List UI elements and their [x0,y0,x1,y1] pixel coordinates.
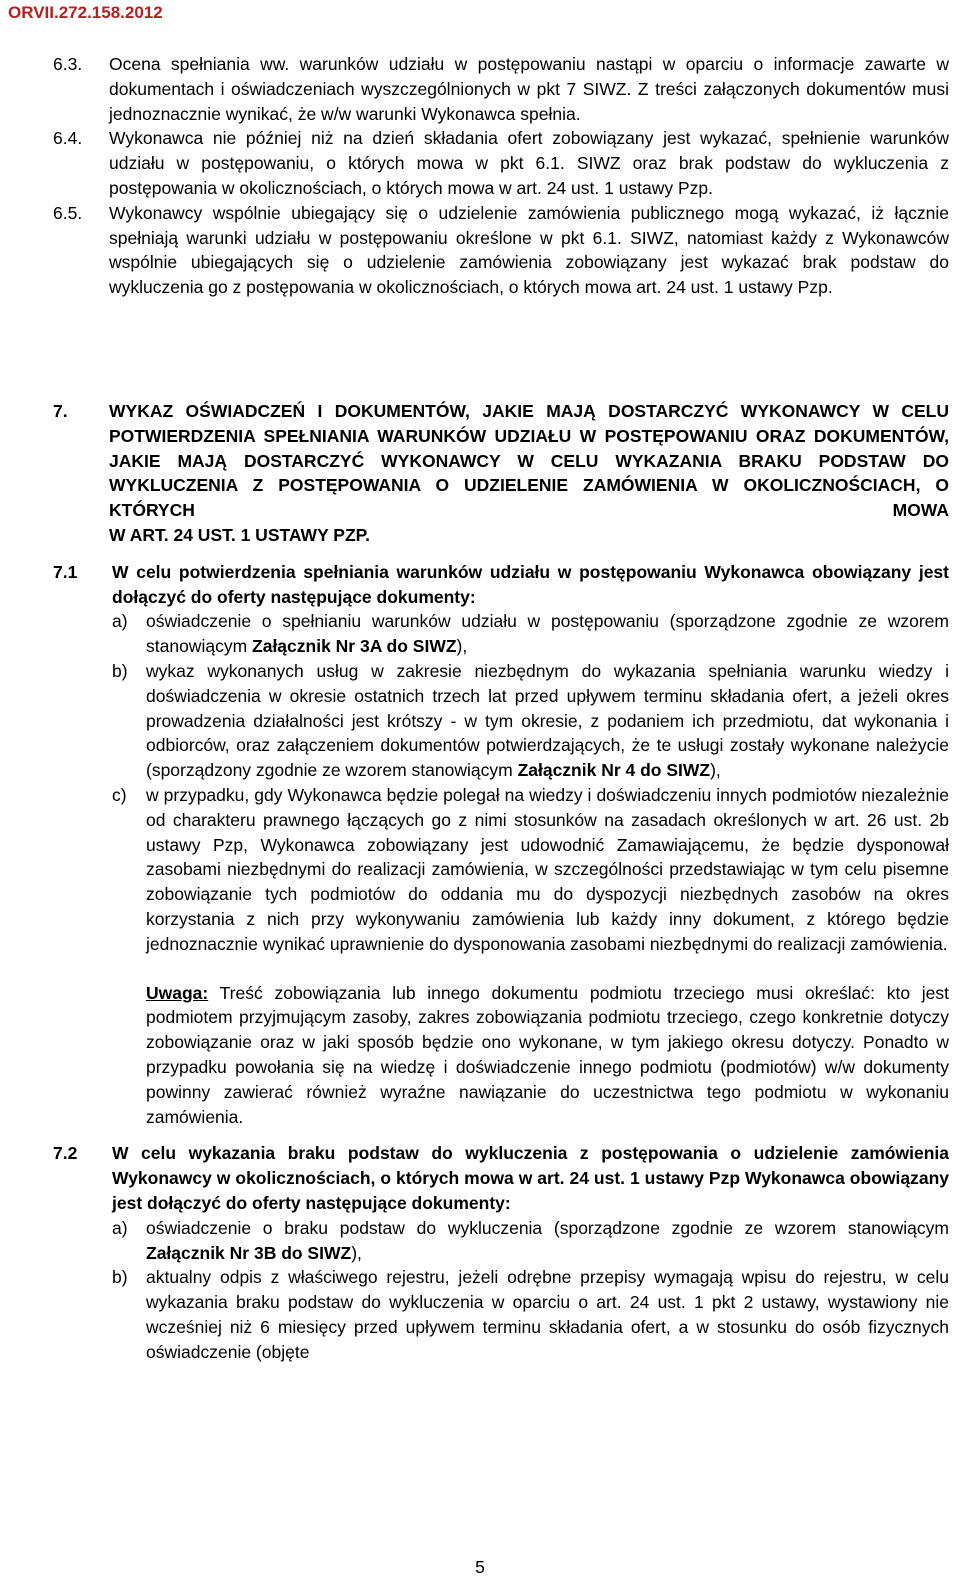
section-heading-text: WYKAZ OŚWIADCZEŃ I DOKUMENTÓW, JAKIE MAJĄ DOSTARCZYĆ WYKONAWCY W CELU POTWIERDZENIA SPEŁNIANIA WARUNKÓW UDZIAŁU W POSTĘPOWANIU ORAZ DOKUMENTÓW, JAKIE MAJĄ DOSTARCZYĆ WYKONAWCY W CELU WYKAZANIA BRAKU PODSTAW DO WYKLUCZENIA Z POSTĘPOWANIA O UDZIELENIE ZAMÓWIENIA W OKOLICZNOŚCIACH, O KTÓRYCH MOWA [109,401,949,521]
list-text: wykaz wykonanych usług w zakresie niezbędnym do wykazania spełniania warunku wiedzy i doświadczenia w okresie ostatnich trzech lat przed upływem terminu składania ofert, a jeżeli okres prowadzenia działalności jest krótszy - w tym okresie, z podaniem ich przedmiotu, dat wykonania i odbiorców, oraz załączeniem dokumentów potwierdzających, że te usługi zostały wykonane należycie (sporządzony zgodnie ze wzorem stanowiącym [146,660,949,781]
list-item-b [112,659,949,783]
page-number: 5 [475,1557,485,1577]
paragraph-text: Wykonawca nie później niż na dzień składania ofert zobowiązany jest wykazać, spełnienie warunków udziału w postępowaniu, o których mowa w pkt 6.1. SIWZ oraz brak podstaw do wykluczenia z postępowania w okolicznościach, o których mowa w art. 24 ust. 1 ustawy Pzp. [109,128,949,198]
paragraph-number: 6.4. [53,128,83,149]
list-text-tail: ), [351,1242,362,1263]
paragraph-6-3 [53,52,949,126]
section-number: 7. [53,401,68,421]
list-letter: a) [112,1217,128,1238]
list-text: w przypadku, gdy Wykonawca będzie polegał na wiedzy i doświadczeniu innych podmiotów niezależnie od charakteru prawnego łączących go z nimi stosunków na zasadach określonych w art. 26 ust. 2b ustawy Pzp, Wykonawca zobowiązany jest udowodnić Zamawiającemu, że będzie dysponował zasobami niezbędnymi do realizacji zamówienia, w szczególności przedstawiając w tym celu pisemne zobowiązanie tych podmiotów do oddania mu do dyspozycji niezbędnych zasobów na okres korzystania z nich przy wykonywaniu zamówienia lub każdy inny dokument, z którego będzie jednoznacznie wynikać uprawnienie do dysponowania zasobami niezbędnymi do realizacji zamówienia. [146,784,949,954]
paragraph-6-4 [53,126,949,200]
subsection-7-2 [53,1141,949,1364]
section-6 [53,52,949,300]
note-text: Treść zobowiązania lub innego dokumentu podmiotu trzeciego musi określać: kto jest podmiotem przyjmującym zasoby, zakres zobowiązania podmiotu trzeciego, czego konkretnie dotyczy zobowiązanie oraz w jaki sposób będzie ono wykonane, w tym jakiego okresu dotyczy. Ponadto w przypadku powołania się na wiedzę i doświadczenie innego podmiotu (podmiotów) w/w dokumenty powinny zawierać również wyraźne nawiązanie do uczestnictwa tego podmiotu w wykonaniu zamówienia. [146,982,949,1127]
subsection-7-1 [53,560,949,1130]
document-code: ORVII.272.158.2012 [8,3,163,22]
paragraph-text: Wykonawcy wspólnie ubiegający się o udzielenie zamówienia publicznego mogą wykazać, iż łącznie spełniają warunki udziału w postępowaniu określone w pkt 6.1. SIWZ, natomiast każdy z Wykonawców wspólnie ubiegających się o udzielenie zamówienia zobowiązany jest wykazać brak podstaw do wykluczenia go z postępowania w okolicznościach, o których mowa art. 24 ust. 1 ustawy Pzp. [109,202,949,298]
list-text-tail: ), [710,760,721,781]
subsection-number: 7.2 [53,1143,78,1164]
list-letter: a) [112,611,128,632]
list-item-c [112,783,949,957]
subsection-title: W celu potwierdzenia spełniania warunków udziału w postępowaniu Wykonawca obowiązany jest dołączyć do oferty następujące dokumenty: [112,561,949,607]
paragraph-text: Ocena spełniania ww. warunków udziału w postępowaniu nastąpi w oparciu o informacje zawarte w dokumentach i oświadczeniach wyszczególnionych w pkt 7 SIWZ. Z treści załączonych dokumentów musi jednoznacznie wynikać, że w/w warunki Wykonawca spełnia. [109,54,949,124]
note-label: Uwaga: [146,982,209,1003]
list-letter: b) [112,1267,128,1288]
section-heading-last-line: W ART. 24 UST. 1 USTAWY PZP. [109,524,370,545]
subsection-number: 7.1 [53,561,78,582]
section-7 [53,399,949,1364]
list-letter: b) [112,660,128,681]
attachment-reference: Załącznik Nr 3A do SIWZ [252,636,457,657]
list-text: oświadczenie o braku podstaw do wykluczenia (sporządzone zgodnie ze wzorem stanowiącym [146,1217,949,1238]
paragraph-number: 6.5. [53,202,83,223]
subsection-title: W celu wykazania braku podstaw do wykluczenia z postępowania o udzielenie zamówienia Wykonawcy w okolicznościach, o których mowa w art. 24 ust. 1 ustawy Pzp Wykonawca obowiązany jest dołączyć do oferty następujące dokumenty: [112,1143,949,1213]
list-text: aktualny odpis z właściwego rejestru, jeżeli odrębne przepisy wymagają wpisu do rejestru, w celu wykazania braku podstaw do wykluczenia w oparciu o art. 24 ust. 1 pkt 2 ustawy, wystawiony nie wcześniej niż 6 miesięcy przed upływem terminu składania ofert, a w stosunku do osób fizycznych oświadczenie (objęte [146,1267,949,1362]
list-text: oświadczenie o spełnianiu warunków udziału w postępowaniu (sporządzone zgodnie ze wzorem stanowiącym [146,611,949,657]
list-letter: c) [112,784,127,805]
note [146,981,949,1130]
attachment-reference: Załącznik Nr 4 do SIWZ [517,760,711,781]
paragraph-number: 6.3. [53,54,83,74]
list-item-a [112,1216,949,1266]
list-item-a [112,609,949,659]
list-text-tail: ), [456,636,468,657]
paragraph-6-5 [53,201,949,300]
attachment-reference: Załącznik Nr 3B do SIWZ [146,1242,352,1263]
list-item-b [112,1265,949,1364]
section-7-heading [53,399,949,548]
